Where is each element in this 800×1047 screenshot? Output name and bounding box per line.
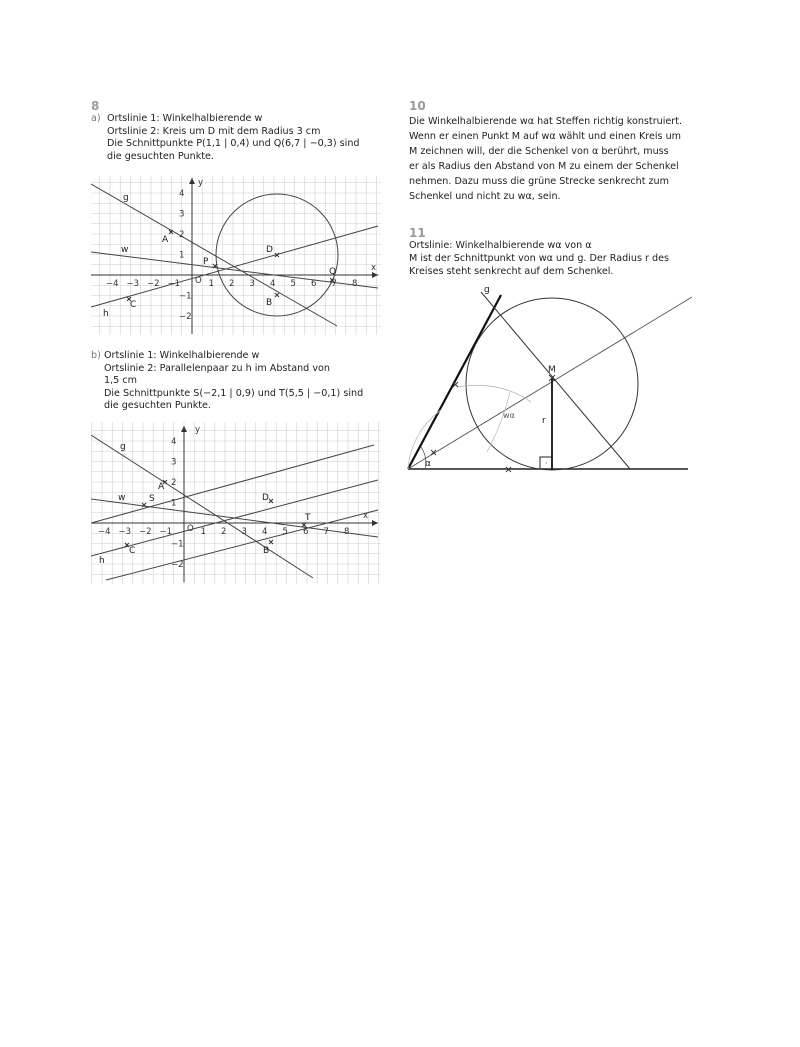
task-8a-line-4: die gesuchten Punkte. (107, 150, 214, 162)
label-d-8b: D (262, 493, 269, 503)
label-d-8a: D (266, 245, 273, 255)
task-10-line-5: nehmen. Dazu muss die grüne Strecke senkrecht zum (409, 176, 669, 187)
y-axis-arrow-8a (189, 178, 195, 184)
graph-8b-x-tick-label: −1 (159, 527, 173, 537)
construction-figure-11 (405, 282, 695, 477)
graph-8b-x-tick-label: 1 (200, 527, 206, 537)
graph-8b-y-tick-label: −2 (171, 560, 184, 570)
coordinate-graph-8a (91, 176, 381, 335)
label-s-8b: S (149, 494, 155, 504)
graph-8b-x-tick-label: 4 (262, 527, 268, 537)
y-axis-label-8a: y (198, 178, 204, 188)
label-p-8a: P (203, 257, 209, 267)
graph-8a-y-tick-label: 2 (179, 230, 185, 240)
angle-leg-upper (408, 295, 501, 469)
graph-8a-x-tick-label: 6 (311, 279, 317, 289)
task-11-line-1: Ortslinie: Winkelhalbierende wα von α (409, 240, 592, 251)
graph-8b-x-tick-label: 8 (344, 527, 350, 537)
graph-8a-x-tick-label: 4 (270, 279, 276, 289)
right-angle-dot: · (545, 459, 548, 468)
origin-label-8b: O (187, 524, 194, 534)
task-8b-line-2: Ortslinie 2: Parallelenpaar zu h im Abstand von (104, 362, 330, 374)
task-8b-line-5: die gesuchten Punkte. (104, 400, 211, 412)
graph-8b-x-tick-label: 3 (241, 527, 247, 537)
label-w-alpha-11: wα (503, 411, 515, 420)
graph-8a-x-tick-label: −2 (147, 279, 160, 289)
graph-8a-x-tick-label: 3 (249, 279, 255, 289)
graph-8b-y-tick-label: 3 (171, 457, 177, 468)
graph-8b-x-tick-label: 7 (323, 527, 329, 537)
task-8a-line-3: Die Schnittpunkte P(1,1 | 0,4) und Q(6,7 | −0,3) sind (107, 138, 360, 150)
graph-8b-y-tick-label: 1 (171, 498, 177, 509)
task-10-line-2: Wenn er einen Punkt M auf wα wählt und einen Kreis um (409, 131, 682, 142)
task-10-line-4: er als Radius den Abstand von M zu einem der Schenkel (409, 161, 679, 172)
x-axis-label-8a: x (371, 263, 377, 273)
label-alpha-11: α (425, 459, 431, 469)
label-m-11: M (548, 365, 556, 375)
graph-8b-x-tick-label: 5 (282, 527, 288, 537)
task-10-number: 10 (409, 99, 426, 113)
task-8a-label: a) (91, 113, 101, 124)
label-a-8a: A (162, 235, 169, 245)
task-11-line-3: Kreises steht senkrecht auf dem Schenkel. (409, 266, 614, 277)
line-g-8a (91, 184, 337, 326)
graph-8a-x-tick-label: 5 (290, 279, 296, 289)
task-8-number: 8 (91, 99, 100, 113)
task-10-line-6: Schenkel und nicht zu wα, sein. (409, 191, 561, 202)
label-c-8b: C (129, 546, 136, 556)
graph-8b-x-tick-label: 2 (221, 527, 227, 537)
graph-8a-x-tick-label: 8 (352, 279, 358, 289)
parallel-lower-8b (106, 510, 378, 580)
x-axis-label-8b: x (363, 511, 369, 521)
graph-8a-y-tick-label: −2 (179, 312, 192, 322)
parallel-upper-8b (91, 445, 374, 523)
label-g-8b: g (120, 442, 126, 452)
label-c-8a: C (130, 300, 137, 310)
graph-8b-y-tick-label: 2 (171, 478, 177, 488)
graph-8b-x-tick-label: −2 (139, 527, 152, 537)
grid-8b (91, 422, 381, 584)
origin-label-8a: O (195, 276, 202, 286)
x-axis-arrow-8b (372, 520, 378, 526)
graph-8b-y-tick-label: −1 (171, 539, 184, 550)
label-t-8b: T (305, 513, 311, 523)
graph-8a-x-tick-label: 1 (208, 279, 214, 289)
graph-8b-x-tick-label: −3 (118, 527, 132, 537)
graph-8a-x-tick-label: −3 (126, 279, 140, 289)
label-r-11: r (542, 416, 546, 426)
graph-8a-x-tick-label: 7 (331, 279, 337, 289)
task-8b-text (104, 350, 363, 413)
task-8a-text (107, 113, 360, 163)
y-axis-arrow-8b (181, 426, 187, 432)
construction-arc-2 (457, 385, 531, 402)
y-axis-label-8b: y (195, 425, 201, 435)
task-10-text (409, 114, 682, 204)
task-8b-line-3: 1,5 cm (104, 375, 137, 387)
task-11-number: 11 (409, 226, 426, 240)
graph-8a-y-tick-label: 3 (179, 209, 185, 220)
line-h-8b (91, 480, 378, 556)
label-h-8a: h (103, 309, 109, 319)
task-11-text (409, 239, 669, 278)
task-10-line-1: Die Winkelhalbierende wα hat Steffen richtig konstruiert. (409, 116, 683, 127)
graph-8a-x-tick-label: −1 (167, 279, 181, 289)
label-b-8b: B (263, 546, 270, 556)
graph-8a-y-tick-label: −1 (179, 291, 192, 302)
label-w-8b: w (118, 493, 126, 503)
label-b-8a: B (266, 298, 273, 308)
graph-8a-x-tick-label: −4 (106, 279, 119, 289)
task-8a-line-2: Ortslinie 2: Kreis um D mit dem Radius 3 cm (107, 125, 321, 137)
construction-arc-3 (487, 392, 510, 452)
graph-8b-x-tick-label: 6 (303, 527, 309, 537)
bisector-w-alpha (408, 297, 692, 469)
task-8b-line-1: Ortslinie 1: Winkelhalbierende w (104, 350, 260, 361)
task-8b-label: b) (91, 350, 101, 361)
label-g-11: g (484, 285, 490, 295)
label-q-8a: Q (329, 267, 337, 277)
point-b-8a (275, 293, 279, 297)
task-10-line-3: M zeichnen will, der die Schenkel von α berührt, muss (409, 146, 669, 157)
task-8a-line-1: Ortslinie 1: Winkelhalbierende w (107, 113, 263, 124)
label-a-8b: A (158, 482, 165, 492)
task-8b-line-4: Die Schnittpunkte S(−2,1 | 0,9) und T(5,5 | −0,1) sind (104, 387, 364, 399)
graph-8b-x-tick-label: −4 (98, 527, 111, 537)
label-w-8a: w (121, 245, 129, 255)
graph-8a-x-tick-label: 2 (229, 279, 235, 289)
task-11-line-2: M ist der Schnittpunkt von wα und g. Der Radius r des (409, 253, 669, 264)
label-h-8b: h (99, 556, 105, 566)
graph-8a-y-tick-label: 4 (179, 189, 185, 199)
graph-8a-y-tick-label: 1 (179, 250, 185, 261)
graph-8b-y-tick-label: 4 (171, 437, 177, 447)
coordinate-graph-8b (91, 422, 381, 584)
label-g-8a: g (123, 193, 129, 203)
